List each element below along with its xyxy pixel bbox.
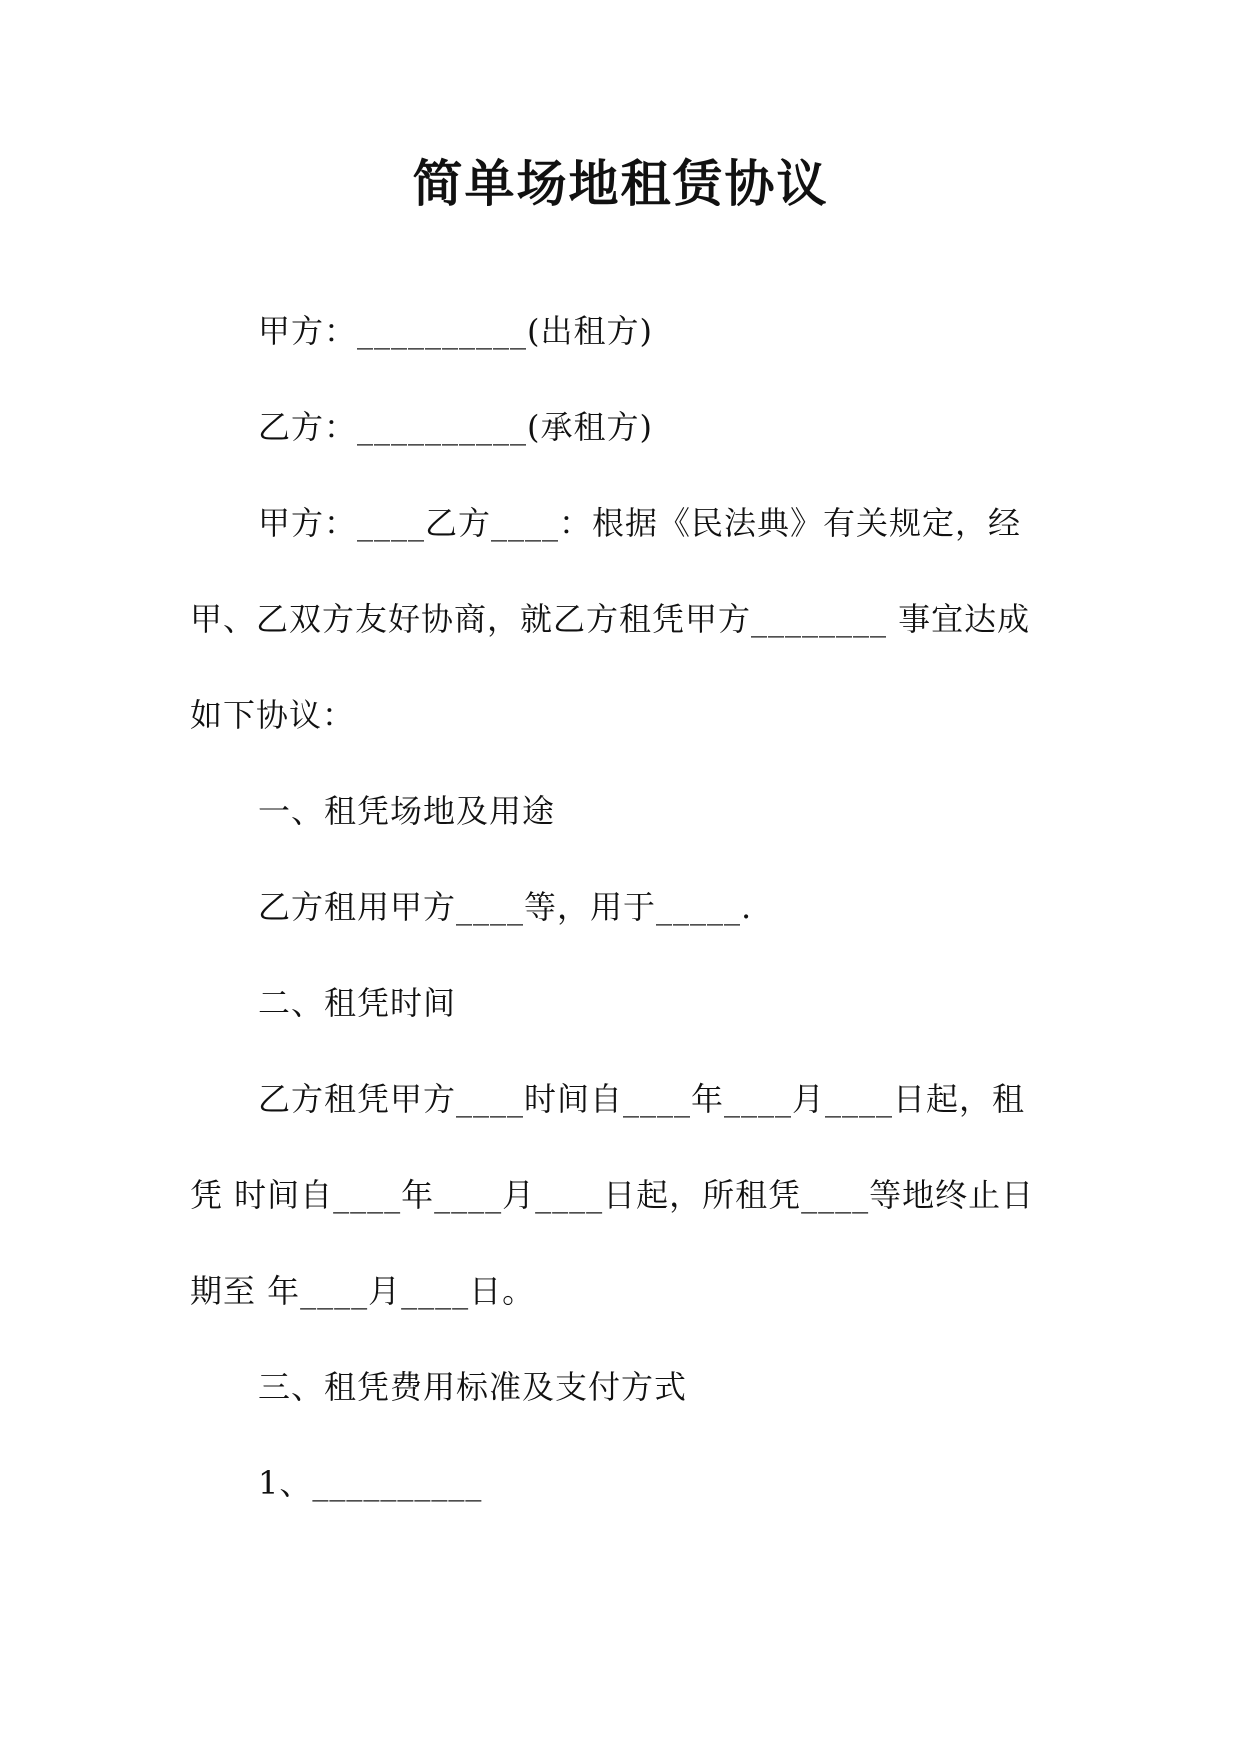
section-2-body-line-2: 凭 时间自____年____月____日起，所租凭____等地终止日 xyxy=(190,1176,1035,1214)
section-2-body-line-1: 乙方租凭甲方____时间自____年____月____日起，租 xyxy=(258,1080,1026,1118)
section-1-heading: 一、租凭场地及用途 xyxy=(258,792,556,830)
preamble-line-1: 甲方：____乙方____：根据《民法典》有关规定，经 xyxy=(258,504,1022,542)
section-2-heading: 二、租凭时间 xyxy=(258,984,457,1022)
section-3-heading: 三、租凭费用标准及支付方式 xyxy=(258,1368,688,1406)
section-2-body-line-3: 期至 年____月____日。 xyxy=(190,1272,536,1310)
section-3-item-1: 1、__________ xyxy=(258,1464,483,1502)
party-b-line: 乙方：__________(承租方) xyxy=(258,408,653,446)
section-1-body: 乙方租用甲方____等，用于_____. xyxy=(258,888,753,926)
party-a-line: 甲方：__________(出租方) xyxy=(258,312,653,350)
preamble-line-2: 甲、乙双方友好协商，就乙方租凭甲方________ 事宜达成 xyxy=(190,600,1031,638)
document-title: 简单场地租赁协议 xyxy=(412,154,829,213)
preamble-line-3: 如下协议： xyxy=(190,696,356,734)
